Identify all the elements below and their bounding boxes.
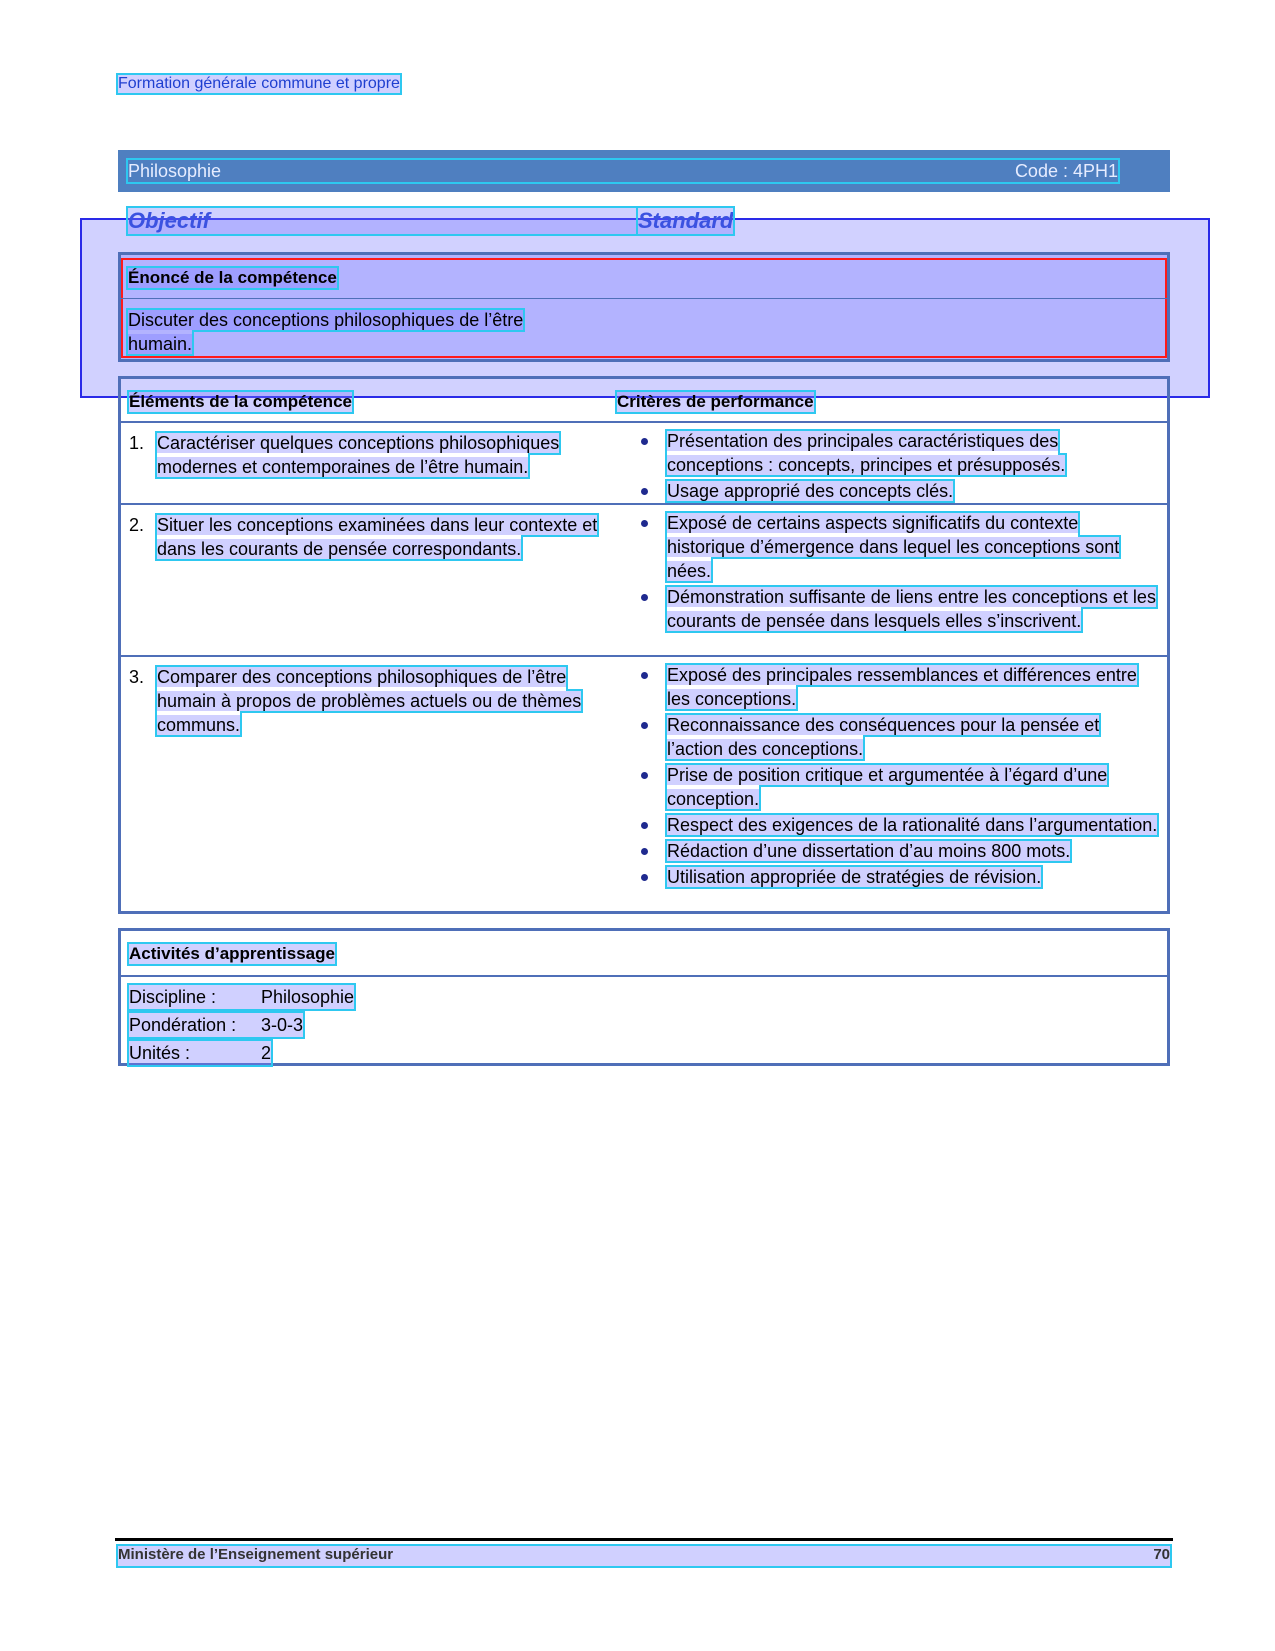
running-header: Formation générale commune et propre [118,75,400,92]
criterion: Exposé des principales ressemblances et différences entre les conceptions. [639,663,1159,711]
element-row-1: 1. Caractériser quelques conceptions philosophiques modernes et contemporaines de l’être humain. [129,433,560,477]
col-criteres-header: Critères de performance [617,392,814,411]
activities-title: Activités d’apprentissage [129,944,335,963]
row-divider [121,655,1167,657]
activities-divider [121,975,1167,977]
element-row-2: 2. Situer les conceptions examinées dans leur contexte et dans les courants de pensée correspondants. [129,515,598,559]
page-number: 70 [1153,1546,1170,1563]
criterion: Reconnaissance des conséquences pour la pensée et l’action des conceptions. [639,713,1159,761]
activity-discipline: Discipline : Philosophie [129,987,355,1007]
criterion: Exposé de certains aspects significatifs du contexte historique d’émergence dans lequel les conceptions sont nées. [639,511,1159,583]
footer [118,1546,1170,1566]
enonce-text: Discuter des conceptions philosophiques de l’être humain. [128,310,524,354]
criterion: Respect des exigences de la rationalité dans l’argumentation. [639,813,1159,837]
table-header-divider [121,421,1167,423]
element-row-3: 3. Comparer des conceptions philosophiques de l’être humain à propos de problèmes actuels ou de thèmes communs. [129,667,582,735]
criteria-list-2 [639,511,1159,635]
col-elements-header: Éléments de la compétence [129,392,352,411]
standard-label: Standard [638,208,734,233]
footer-ministry: Ministère de l’Enseignement supérieur [118,1546,394,1563]
enonce-divider [121,298,1167,299]
course-title: Philosophie [128,160,222,181]
course-code: Code : 4PH1 [1014,160,1118,181]
criterion: Prise de position critique et argumentée à l’égard d’une conception. [639,763,1159,811]
activity-ponderation: Pondération : 3-0-3 [129,1015,304,1035]
criteria-list-1 [639,429,1159,505]
criterion: Rédaction d’une dissertation d’au moins 800 mots. [639,839,1159,863]
enonce-header: Énoncé de la compétence [128,268,337,287]
criterion: Utilisation appropriée de stratégies de révision. [639,865,1159,889]
criterion: Démonstration suffisante de liens entre les conceptions et les courants de pensée dans lesquels elles s’inscrivent. [639,585,1159,633]
criterion: Usage approprié des concepts clés. [639,479,1159,503]
activities-box [118,928,1170,1066]
criterion: Présentation des principales caractéristiques des conceptions : concepts, principes et présupposés. [639,429,1159,477]
row-divider [121,503,1167,505]
criteria-list-3 [639,663,1159,891]
activity-unites: Unités : 2 [129,1043,272,1063]
elements-table [118,376,1170,914]
course-band [118,150,1170,192]
footer-rule [115,1538,1173,1541]
objectif-label: Objectif [128,208,636,234]
